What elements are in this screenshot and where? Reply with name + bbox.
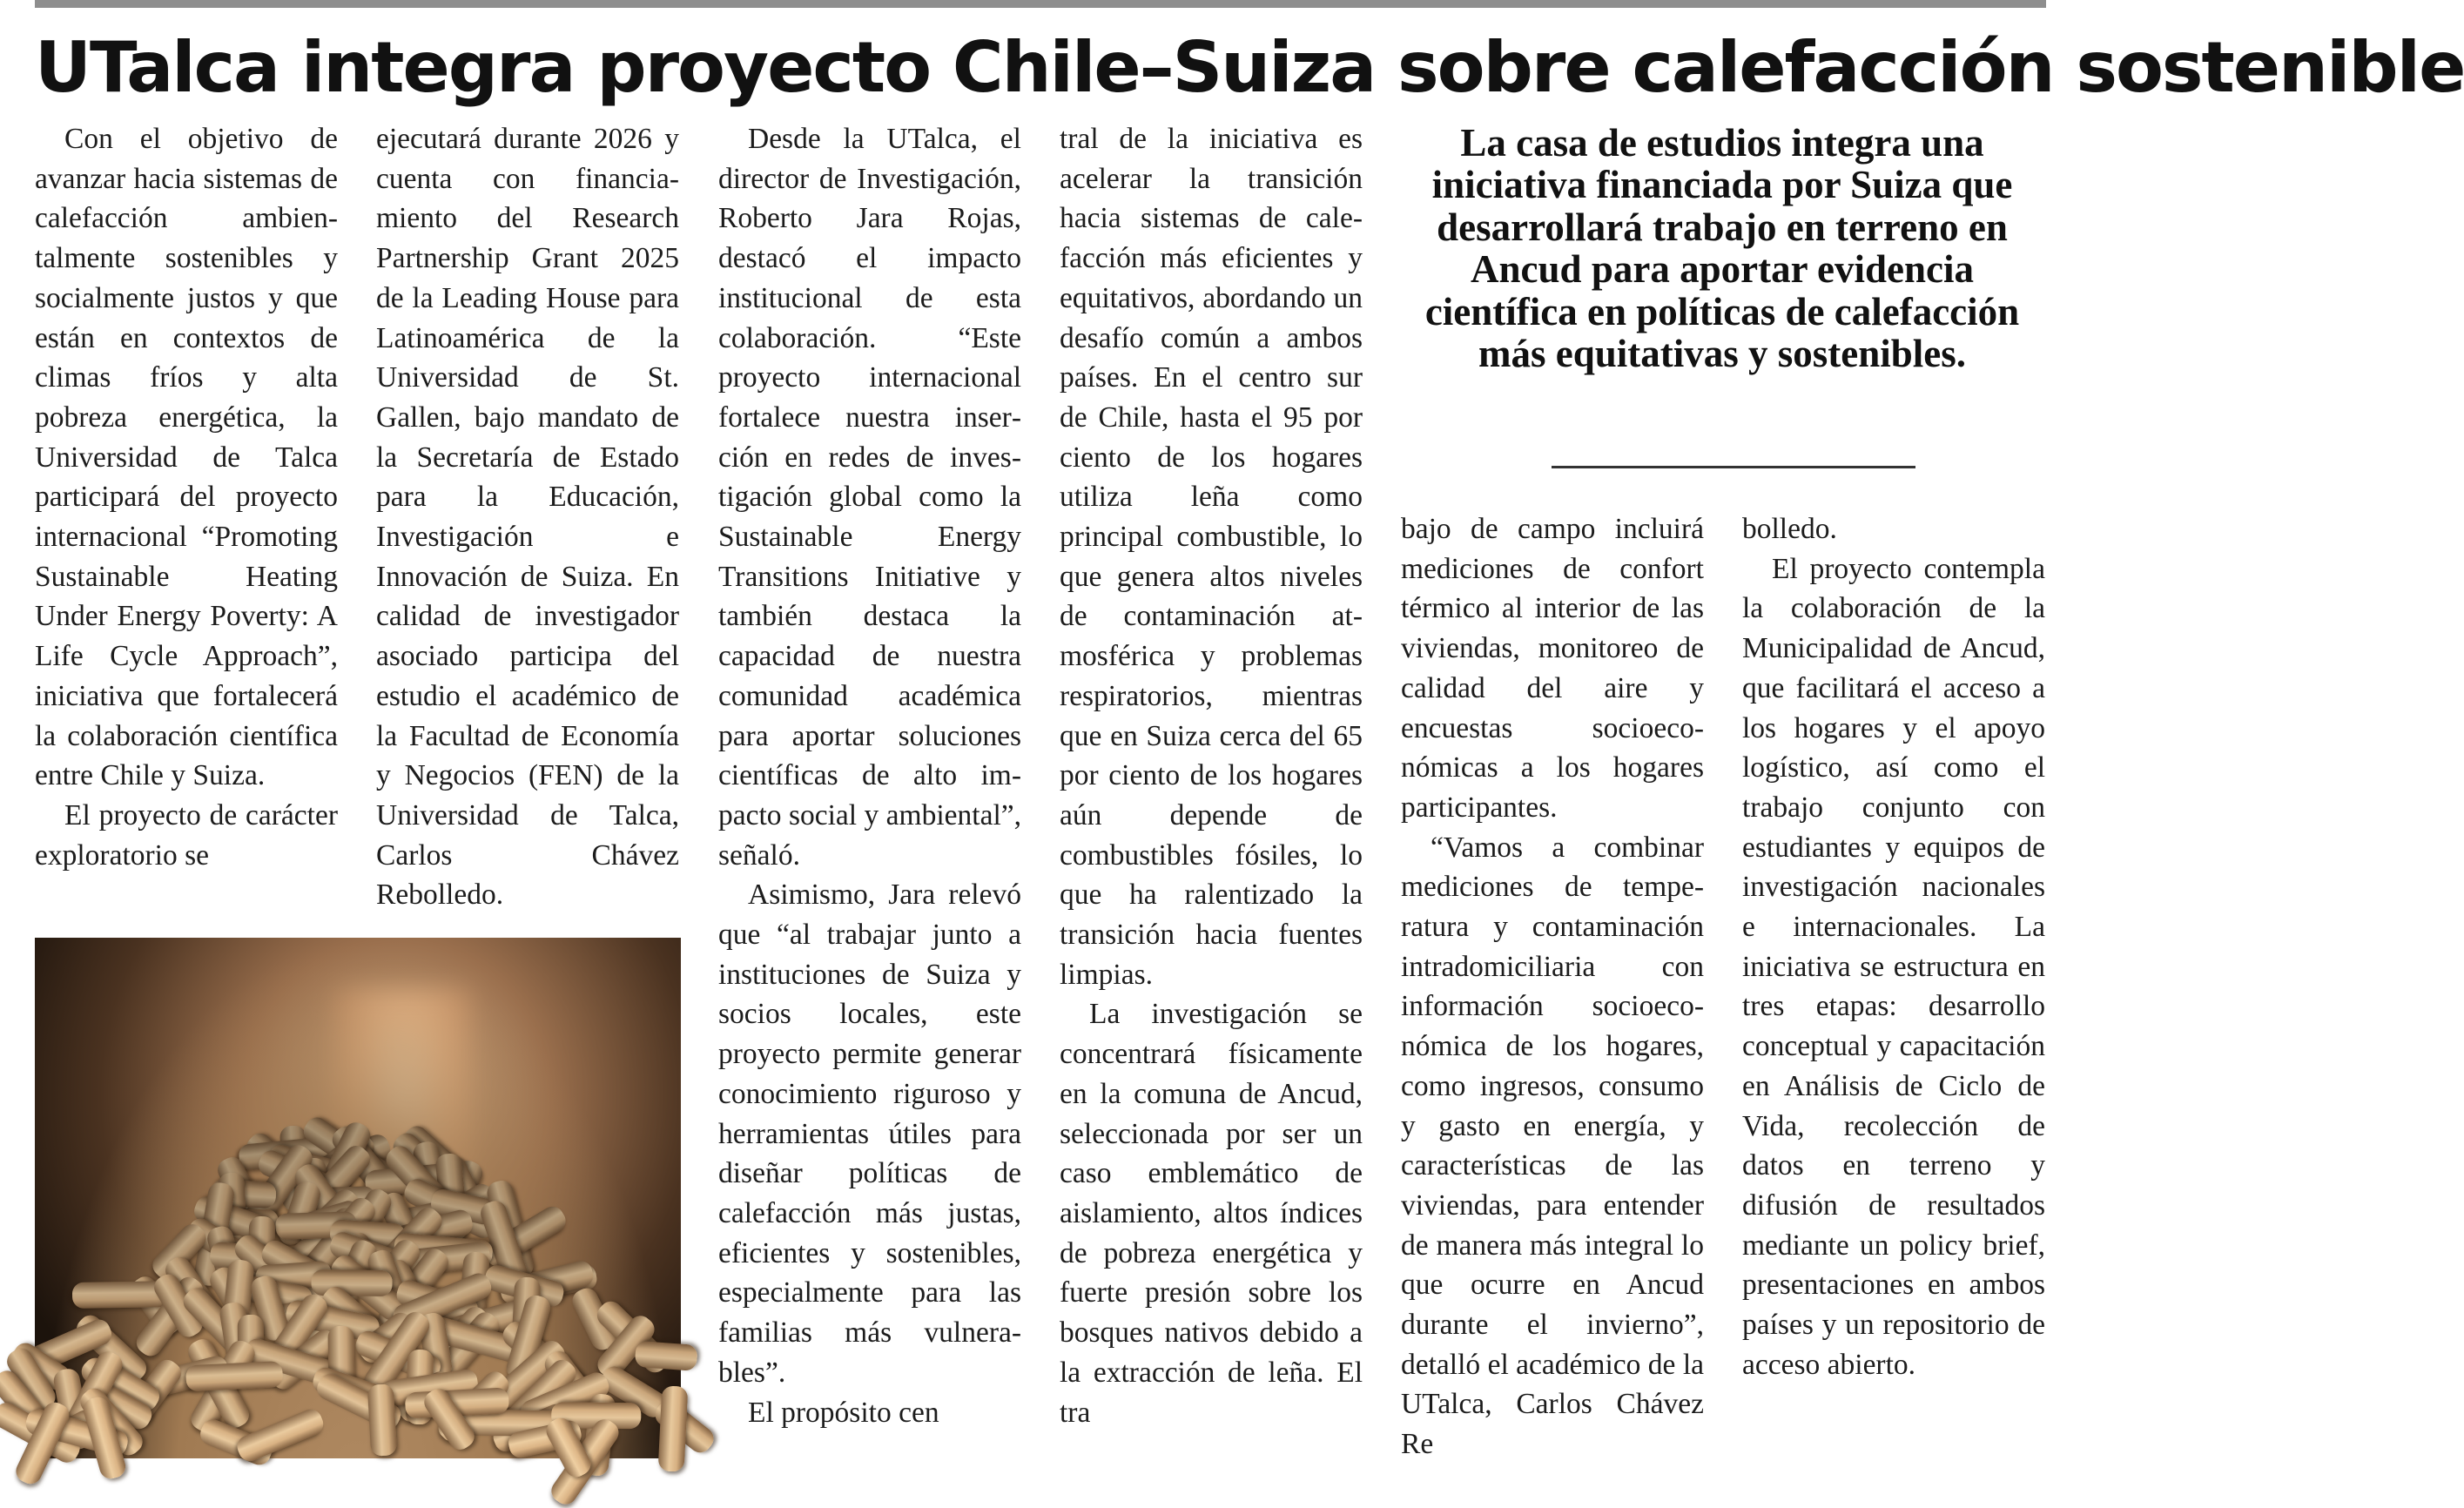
paragraph: El propósito cen [748,1396,939,1429]
paragraph: Con el objetivo de avanzar hacia sistemas de calefacción ambientalmente sostenibles y socialmente justos y que están en contextos de climas fríos y alta pobreza energética, la Universidad de Talca participará del proyecto internacional “Promoting Sustainable Heating Under Energy Poverty: A Life Cycle Approach”, iniciativa que fortalecerá la colaboración científica entre Chile y Suiza. [35,123,338,792]
wood-pellet [635,1341,698,1371]
paragraph: bajo de campo incluirá mediciones de confort térmico al interior de las viviendas, monitoreo de calidad del aire y encuestas socioeconómicas a los hogares participantes. [1401,513,1704,824]
article-column-1 [35,119,338,920]
article-column-3 [718,119,1021,1478]
top-rule [35,0,2046,8]
deck-pull-quote: La casa de estudios integra una iniciativa financiada por Suiza que desarrollará trabajo en terreno en Ancud para aportar evidencia científica en políticas de calefacción más equitativas y sostenibles. [1424,121,2020,376]
paragraph: La investigación se concentrará físicamente en la comuna de Ancud, seleccionada por ser un caso emblemático de aislamiento, altos índices de pobreza energética y fuerte presión sobre los bosques nativos debido a la extracción de leña. El tra [1060,998,1363,1429]
wood-pellet [367,1384,396,1458]
paragraph: “Vamos a combinar mediciones de temperatura y contaminación intradomiciliaria con información socioeconómica de los hogares, como ingresos, consumo y gasto en energía, y características de las viviendas, para entender de manera más integral lo que ocurre en Ancud durante el invierno”, detalló el académico de la UTalca, Carlos Chávez Re [1401,831,1704,1461]
paragraph: Asimismo, Jara relevó que “al trabajar junto a instituciones de Suiza y socios locales, este proyecto permite generar conocimiento riguroso y herramientas útiles para diseñar políticas de calefacción más justas, eficientes y sostenibles, especialmente para las familias más vulnerables”. [718,879,1021,1389]
article-column-4 [1060,119,1363,1478]
wood-pellets-photo [35,938,681,1458]
wood-pellet [658,1386,689,1472]
wood-pellet [312,1269,393,1296]
deck-underline [1552,466,1915,468]
article-column-5 [1401,509,1704,1478]
paragraph: bolledo. [1742,513,1837,545]
paragraph: El proyecto contempla la colaboración de la Municipalidad de Ancud, que facilitará el acceso a los hogares y el apoyo logístico, así como el trabajo conjunto con estudiantes y equipos de investigación nacionales e internacionales. La iniciativa se estructura en tres etapas: desarrollo conceptual y capacitación en Análisis de Ciclo de Vida, recolección de datos en terreno y difusión de resultados mediante un policy brief, presentaciones en ambos países y un repositorio de acceso abierto. [1742,552,2045,1381]
article-column-6 [1742,509,2045,1478]
paragraph: tral de la iniciativa es acelerar la transición hacia sistemas de calefacción más eficientes y equitativos, abordando un desafío común a ambos países. En el centro sur de Chile, hasta el 95 por ciento de los hogares utiliza leña como principal combustible, lo que genera altos niveles de contaminación atmosférica y problemas respiratorios, mientras que en Suiza cerca del 65 por ciento de los hogares aún depende de combustibles fósiles, lo que ha ralentizado la transición hacia fuentes limpias. [1060,123,1363,991]
wood-pellet [185,1361,284,1391]
paragraph: El proyecto de carácter exploratorio se [35,798,338,872]
paragraph: Desde la UTalca, el director de Investigación, Roberto Jara Rojas, destacó el impacto institucional de esta colaboración. “Este proyecto internacional fortalece nuestra inserción en redes de investigación global como la Sustainable Energy Transitions Initiative y también destaca la capacidad de nuestra comunidad académica para aportar soluciones científicas de alto impacto social y ambiental”, señaló. [718,123,1021,872]
headline: UTalca integra proyecto Chile–Suiza sobre calefacción sostenible [35,27,2464,108]
article-column-2 [376,119,679,920]
paragraph: ejecutará durante 2026 y cuenta con financiamiento del Research Partnership Grant 2025 de la Leading House para Latinoamérica de la Universidad de St. Gallen, bajo mandato de la Secretaría de Estado para la Educación, Investigación e Innovación de Suiza. En calidad de investigador asociado participa del estudio el académico de la Facultad de Economía y Negocios (FEN) de la Universidad de Talca, Carlos Chávez Rebolledo. [376,123,679,912]
